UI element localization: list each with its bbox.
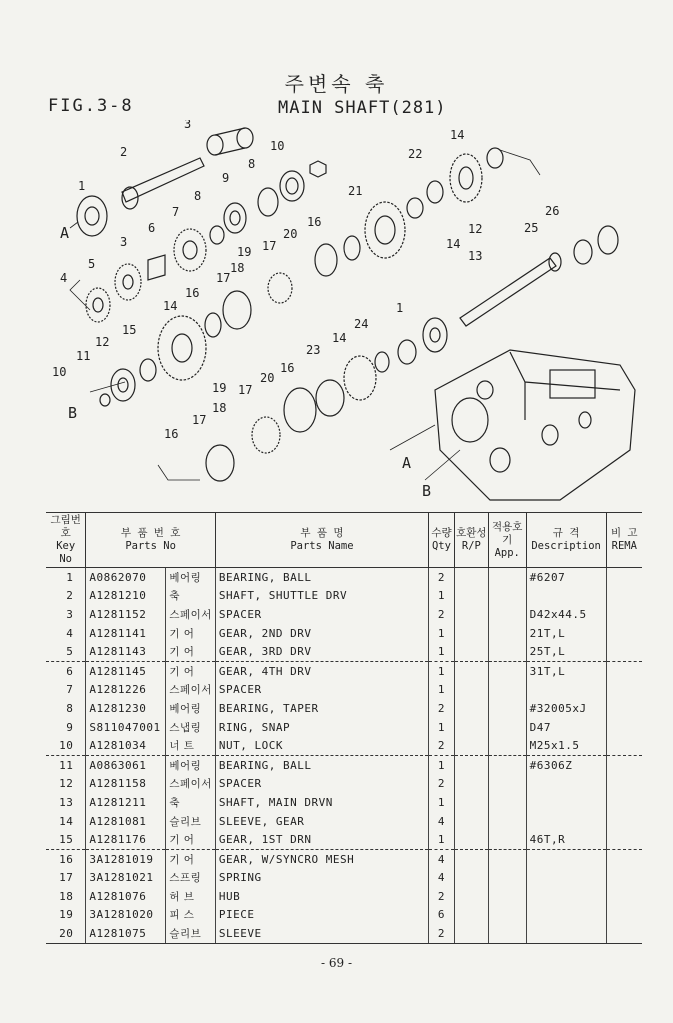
row-rp [454, 587, 488, 606]
row-part-no: A1281152 [86, 605, 166, 624]
label-7: 7 [172, 205, 180, 219]
table-row [46, 699, 642, 718]
row-key: 9 [66, 720, 74, 734]
row-qty: 2 [429, 775, 455, 794]
row-part-name: RING, SNAP [215, 718, 428, 737]
row-part-name: SHAFT, MAIN DRVN [215, 793, 428, 812]
label-16b: 16 [307, 215, 322, 229]
label-9: 9 [222, 171, 230, 185]
row-app [488, 624, 526, 643]
row-qty: 4 [429, 812, 455, 831]
row-description [526, 812, 606, 831]
row-rema [606, 849, 642, 868]
label-13: 13 [468, 249, 483, 263]
row-rp [454, 812, 488, 831]
row-app [488, 587, 526, 606]
exploded-parts-diagram [30, 120, 650, 515]
row-part-no: A1281075 [86, 924, 166, 943]
row-rema [606, 793, 642, 812]
row-app [488, 718, 526, 737]
korean-title: 주변속 축 [284, 72, 389, 96]
row-description: 25T,L [526, 642, 606, 661]
shuttle-drive-shaft-illustration [77, 128, 326, 322]
row-part-name: PIECE [215, 906, 428, 925]
row-part-no: A1281034 [86, 736, 166, 755]
row-app [488, 830, 526, 849]
header-description: 규 격 Description [526, 513, 606, 568]
row-korean-name: 허 브 [166, 887, 216, 906]
label-16a: 16 [185, 286, 200, 300]
row-korean-name: 스프링 [166, 869, 216, 888]
row-app [488, 924, 526, 943]
row-rp [454, 793, 488, 812]
label-19b: 19 [212, 381, 227, 395]
label-8a: 8 [194, 189, 202, 203]
row-key: 10 [46, 736, 86, 755]
row-rp [454, 661, 488, 680]
row-rema [606, 869, 642, 888]
row-rp [454, 605, 488, 624]
table-row [46, 718, 642, 737]
table-header [46, 513, 642, 568]
row-app [488, 755, 526, 774]
row-rp [454, 568, 488, 587]
row-rp [454, 869, 488, 888]
row-app [488, 681, 526, 700]
row-part-name: BEARING, BALL [215, 568, 428, 587]
row-qty: 1 [429, 718, 455, 737]
label-2: 2 [120, 145, 128, 159]
label-14a: 14 [163, 299, 178, 313]
row-qty: 1 [429, 681, 455, 700]
table-row [46, 587, 642, 606]
row-qty: 1 [429, 587, 455, 606]
row-rp [454, 681, 488, 700]
label-4: 4 [60, 271, 68, 285]
row-rema [606, 718, 642, 737]
row-description [526, 793, 606, 812]
row-qty: 2 [429, 699, 455, 718]
row-part-no: A0863061 [86, 755, 166, 774]
row-rema [606, 775, 642, 794]
row-key: 7 [66, 683, 74, 697]
row-part-name: SPACER [215, 681, 428, 700]
row-korean-name: 스페이서 [166, 775, 216, 794]
table-row [46, 755, 642, 774]
table-row [46, 681, 642, 700]
row-key: 12 [59, 777, 74, 791]
label-A-case: A [402, 454, 412, 472]
row-korean-name: 기 어 [166, 642, 216, 661]
label-14c: 14 [446, 237, 461, 251]
row-rp [454, 736, 488, 755]
table-row [46, 775, 642, 794]
row-description: 46T,R [526, 830, 606, 849]
label-25: 25 [524, 221, 539, 235]
label-12a: 12 [95, 335, 110, 349]
row-key: 18 [59, 889, 74, 903]
header-part-name: 부 품 명 Parts Name [215, 513, 428, 568]
row-part-name: SLEEVE, GEAR [215, 812, 428, 831]
table-row [46, 624, 642, 643]
row-korean-name: 베어링 [166, 568, 216, 587]
transmission-case-illustration [435, 350, 635, 500]
label-21: 21 [348, 184, 363, 198]
row-qty: 1 [429, 661, 455, 680]
row-key: 16 [59, 852, 74, 866]
row-description [526, 924, 606, 943]
row-part-no: A1281143 [86, 642, 166, 661]
label-3a: 3 [184, 120, 192, 131]
row-qty: 1 [429, 830, 455, 849]
row-description: M25x1.5 [526, 736, 606, 755]
page-number: - 69 - [320, 956, 352, 970]
row-app [488, 568, 526, 587]
row-part-no: A1281176 [86, 830, 166, 849]
label-A-top: A [60, 224, 70, 242]
row-description [526, 681, 606, 700]
row-part-name: GEAR, 4TH DRV [215, 661, 428, 680]
label-18b: 18 [212, 401, 227, 415]
row-qty: 2 [429, 887, 455, 906]
row-qty: 4 [429, 849, 455, 868]
row-rp [454, 849, 488, 868]
row-qty: 1 [429, 624, 455, 643]
row-rema [606, 906, 642, 925]
row-part-no: A0862070 [86, 568, 166, 587]
row-qty: 6 [429, 906, 455, 925]
row-key: 3 [66, 607, 74, 621]
row-rp [454, 699, 488, 718]
row-rp [454, 924, 488, 943]
row-part-no: A1281158 [86, 775, 166, 794]
row-app [488, 661, 526, 680]
row-qty: 1 [429, 642, 455, 661]
row-part-name: SPACER [215, 775, 428, 794]
label-23: 23 [306, 343, 321, 357]
row-korean-name: 스냅링 [166, 718, 216, 737]
label-14b: 14 [332, 331, 347, 345]
label-B-case: B [422, 482, 432, 500]
row-korean-name: 베어링 [166, 755, 216, 774]
row-qty: 2 [429, 924, 455, 943]
row-rp [454, 642, 488, 661]
row-part-name: SPACER [215, 605, 428, 624]
row-key: 13 [59, 795, 74, 809]
row-rema [606, 699, 642, 718]
header-key: 그림번호 Key No [46, 513, 86, 568]
label-17b: 17 [262, 239, 277, 253]
row-part-name: SPRING [215, 869, 428, 888]
row-part-name: GEAR, 1ST DRN [215, 830, 428, 849]
row-key: 5 [46, 642, 86, 661]
label-16c: 16 [280, 361, 295, 375]
row-description: #6306Z [526, 755, 606, 774]
label-5: 5 [88, 257, 96, 271]
label-6: 6 [148, 221, 156, 235]
label-3b: 3 [120, 235, 128, 249]
row-part-name: BEARING, BALL [215, 755, 428, 774]
header-rema: 비 고 REMA [606, 513, 642, 568]
header-qty: 수량 Qty [429, 513, 455, 568]
label-14d: 14 [450, 128, 465, 142]
table-row [46, 849, 642, 868]
row-description: D42x44.5 [526, 605, 606, 624]
row-part-name: NUT, LOCK [215, 736, 428, 755]
row-app [488, 605, 526, 624]
row-korean-name: 스페이서 [166, 681, 216, 700]
row-app [488, 775, 526, 794]
row-rema [606, 587, 642, 606]
row-rema [606, 681, 642, 700]
table-row [46, 793, 642, 812]
figure-label: FIG.3-8 [48, 96, 134, 116]
row-korean-name: 스페이서 [166, 605, 216, 624]
table-row [46, 906, 642, 925]
row-key: 17 [59, 871, 74, 885]
row-rema [606, 830, 642, 849]
row-rp [454, 755, 488, 774]
row-key: 14 [59, 814, 74, 828]
label-8b: 8 [248, 157, 256, 171]
row-key: 6 [66, 664, 74, 678]
label-20a: 20 [283, 227, 298, 241]
row-description [526, 775, 606, 794]
label-22: 22 [408, 147, 423, 161]
label-10a: 10 [270, 139, 285, 153]
table-row [46, 887, 642, 906]
row-app [488, 812, 526, 831]
row-description: 21T,L [526, 624, 606, 643]
table-row [46, 642, 642, 661]
row-description [526, 587, 606, 606]
row-qty: 2 [429, 605, 455, 624]
row-rema [606, 887, 642, 906]
row-korean-name: 기 어 [166, 661, 216, 680]
table-row [46, 605, 642, 624]
label-1a: 1 [78, 179, 86, 193]
row-rema [606, 924, 642, 943]
row-part-name: SLEEVE [215, 924, 428, 943]
row-rp [454, 906, 488, 925]
row-korean-name: 기 어 [166, 849, 216, 868]
row-app [488, 736, 526, 755]
row-app [488, 887, 526, 906]
row-korean-name: 축 [166, 793, 216, 812]
table-row [46, 812, 642, 831]
row-part-no: 3A1281020 [86, 906, 166, 925]
table-row [46, 661, 642, 680]
row-rp [454, 718, 488, 737]
table-row [46, 830, 642, 849]
label-26: 26 [545, 204, 560, 218]
row-korean-name: 베어링 [166, 699, 216, 718]
row-app [488, 849, 526, 868]
table-row [46, 924, 642, 943]
row-part-no: A1281211 [86, 793, 166, 812]
row-app [488, 906, 526, 925]
row-rema [606, 812, 642, 831]
label-11: 11 [76, 349, 91, 363]
row-part-no: S811047001 [86, 718, 166, 737]
row-rema [606, 624, 642, 643]
row-description: #6207 [526, 568, 606, 587]
row-qty: 4 [429, 869, 455, 888]
row-korean-name: 슬리브 [166, 924, 216, 943]
table-row [46, 869, 642, 888]
row-part-no: A1281210 [86, 587, 166, 606]
row-part-name: HUB [215, 887, 428, 906]
row-part-name: BEARING, TAPER [215, 699, 428, 718]
header-app: 적용호기 App. [488, 513, 526, 568]
row-rp [454, 624, 488, 643]
row-part-name: SHAFT, SHUTTLE DRV [215, 587, 428, 606]
table-row [46, 736, 642, 755]
row-app [488, 869, 526, 888]
row-description [526, 906, 606, 925]
label-B-left: B [68, 404, 78, 422]
row-korean-name: 슬리브 [166, 812, 216, 831]
row-description: 31T,L [526, 661, 606, 680]
label-17a: 17 [216, 271, 231, 285]
row-rema [606, 736, 642, 755]
row-rema [606, 661, 642, 680]
row-rema [606, 605, 642, 624]
row-rema [606, 642, 642, 661]
row-key: 19 [59, 908, 74, 922]
label-16d: 16 [164, 427, 179, 441]
row-qty: 1 [429, 793, 455, 812]
row-rp [454, 775, 488, 794]
row-korean-name: 축 [166, 587, 216, 606]
table-row [46, 568, 642, 587]
row-key: 20 [46, 924, 86, 943]
row-part-name: GEAR, W/SYNCRO MESH [215, 849, 428, 868]
row-rema [606, 755, 642, 774]
row-description [526, 869, 606, 888]
row-korean-name: 기 어 [166, 624, 216, 643]
parts-table [46, 512, 642, 944]
header-rp: 호환성 R/P [454, 513, 488, 568]
label-18a: 18 [230, 261, 245, 275]
row-key: 2 [66, 589, 74, 603]
english-title: MAIN SHAFT(281) [278, 98, 447, 118]
row-part-no: A1281141 [86, 624, 166, 643]
row-description: #32005xJ [526, 699, 606, 718]
row-qty: 2 [429, 736, 455, 755]
row-key: 1 [66, 570, 74, 584]
row-qty: 2 [429, 568, 455, 587]
label-20b: 20 [260, 371, 275, 385]
label-12b: 12 [468, 222, 483, 236]
row-key: 4 [66, 626, 74, 640]
row-key: 11 [59, 758, 74, 772]
row-korean-name: 너 트 [166, 736, 216, 755]
row-part-no: A1281226 [86, 681, 166, 700]
row-rema [606, 568, 642, 587]
row-key: 15 [46, 830, 86, 849]
label-10b: 10 [52, 365, 67, 379]
row-korean-name: 기 어 [166, 830, 216, 849]
row-part-no: A1281076 [86, 887, 166, 906]
row-app [488, 642, 526, 661]
row-description [526, 887, 606, 906]
label-24: 24 [354, 317, 369, 331]
row-part-no: A1281145 [86, 661, 166, 680]
row-part-no: 3A1281019 [86, 849, 166, 868]
header-part-no: 부 품 번 호 Parts No [86, 513, 216, 568]
row-app [488, 793, 526, 812]
label-17d: 17 [192, 413, 207, 427]
row-part-no: A1281230 [86, 699, 166, 718]
row-description: D47 [526, 718, 606, 737]
row-korean-name: 피 스 [166, 906, 216, 925]
label-1b: 1 [396, 301, 404, 315]
row-part-name: GEAR, 2ND DRV [215, 624, 428, 643]
label-19a: 19 [237, 245, 252, 259]
label-17c: 17 [238, 383, 253, 397]
row-part-no: A1281081 [86, 812, 166, 831]
row-part-name: GEAR, 3RD DRV [215, 642, 428, 661]
row-qty: 1 [429, 755, 455, 774]
label-15: 15 [122, 323, 137, 337]
row-rp [454, 887, 488, 906]
row-rp [454, 830, 488, 849]
row-app [488, 699, 526, 718]
row-key: 8 [66, 701, 74, 715]
row-part-no: 3A1281021 [86, 869, 166, 888]
row-description [526, 849, 606, 868]
